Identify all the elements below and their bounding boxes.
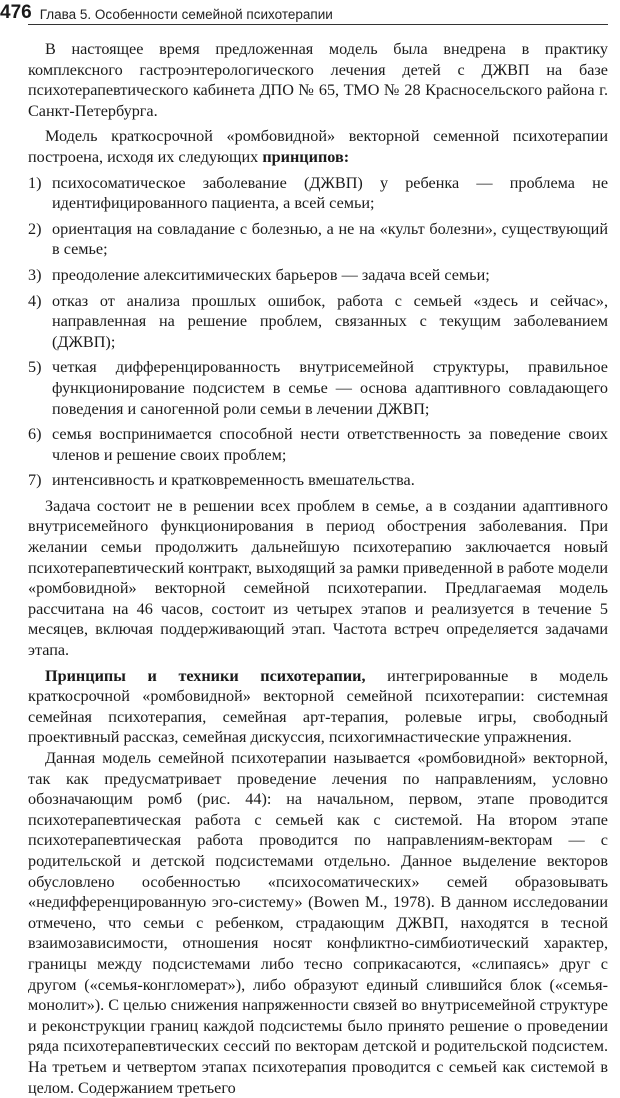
paragraph-task: Задача состоит не в решении всех проблем в семье, а в создании адаптивного внутрисемейного функционирования в период обострения заболевания. При желании семьи продолжить дальнейшую психотерапию заключается новый психотерапевтический контракт, выходящий за рамки приведенной в работе модели «ромбовидной» векторной семейной психотерапии. Предлагаемая модель рассчитана на 46 часов, состоит из четырех этапов и реализуется в течение 5 месяцев, включая поддерживающий этап. Частота встреч определяется задачами этапа. <box>28 496 608 660</box>
list-item <box>28 470 608 491</box>
list-item-number: 2) <box>28 219 42 238</box>
list-item <box>28 424 608 465</box>
list-item-number: 3) <box>28 265 42 284</box>
list-item-text: интенсивность и кратковременность вмешательства. <box>52 471 415 490</box>
body-text <box>28 39 608 1098</box>
paragraph-principles-lead <box>28 126 608 167</box>
list-item <box>28 173 608 214</box>
list-item-text: четкая дифференцированность внутрисемейной структуры, правильное функционирование подсистем в семье — основа адаптивного совладающего поведения и саногенной роли семьи в лечении ДЖВП; <box>52 358 608 418</box>
running-header <box>0 0 608 25</box>
principles-lead-bold: принципов: <box>262 147 350 166</box>
principles-list <box>28 173 608 491</box>
list-item <box>28 265 608 286</box>
page-number: 476 <box>0 2 32 23</box>
list-item <box>28 357 608 419</box>
list-item-text: психосоматическое заболевание (ДЖВП) у ребенка — проблема не идентифицированного пациента, а всей семьи; <box>52 173 608 213</box>
chapter-title: Глава 5. Особенности семейной психотерапии <box>39 7 333 22</box>
list-item-text: ориентация на совладание с болезнью, а не на «культ болезни», существующий в семье; <box>52 219 608 259</box>
list-item-text: отказ от анализа прошлых ошибок, работа с семьей «здесь и сейчас», направленная на решение проблем, связанных с текущим заболеванием (ДЖВП); <box>52 291 608 351</box>
list-item-number: 5) <box>28 358 42 377</box>
list-item-text: преодоление алекситимических барьеров — задача всей семьи; <box>52 265 490 284</box>
principles-lead-text: Модель краткосрочной «ромбовидной» векторной семенной психотерапии построена, исходя их следующих <box>28 127 608 166</box>
list-item-number: 6) <box>28 425 42 444</box>
techniques-text: интегрированные в модель краткосрочной «ромбовидной» векторной семейной психотерапии: системная семейная психотерапия, семейная арт-терапия, ролевые игры, свободный проективный рассказ, семейная дискуссия, психогимнастические упражнения. <box>28 666 608 747</box>
list-item-number: 1) <box>28 173 42 192</box>
list-item <box>28 291 608 353</box>
techniques-bold-lead: Принципы и техники психотерапии, <box>45 666 366 685</box>
list-item-number: 7) <box>28 471 42 490</box>
list-item-text: семья воспринимается способной нести ответственность за поведение своих членов и решение своих проблем; <box>52 425 608 464</box>
paragraph-intro: В настоящее время предложенная модель была внедрена в практику комплексного гастроэнтерологического лечения детей с ДЖВП на базе психотерапевтического кабинета ДПО № 65, ТМО № 28 Красносельского района г. Санкт-Петербурга. <box>28 40 608 120</box>
list-item-number: 4) <box>28 291 42 310</box>
list-item <box>28 219 608 260</box>
paragraph-techniques <box>28 666 608 748</box>
paragraph-model-description: Данная модель семейной психотерапии называется «ромбовидной» векторной, так как предусматривает проведение лечения по направлениям, условно обозначающим ромб (рис. 44): на начальном, первом, этапе проводится психотерапевтическая работа с семьей как с системой. На втором этапе психотерапевтическая работа проводится по направлениям-векторам — с родительской и детской подсистемами отдельно. Данное выделение векторов обусловлено особенностью «психосоматических» семей образовывать «недифференцированную эго-систему» (Bowen M., 1978). В данном исследовании отмечено, что семьи с ребенком, страдающим ДЖВП, находятся в тесной взаимозависимости, отношения носят конфликтно-симбиотический характер, границы между подсистемами либо тесно соприкасаются, «слипаясь» друг с другом («семья-конгломерат»), либо образуют единый слившийся блок («семья-монолит»). С целью снижения напряженности связей во внутрисемейной структуре и реконструкции границ каждой подсистемы было принято решение о проведении ряда психотерапевтических сессий по векторам детской и родительской подсистем. На третьем и четвертом этапах психотерапия проводится с семьей как системой в целом. Содержанием третьего <box>28 749 608 1097</box>
